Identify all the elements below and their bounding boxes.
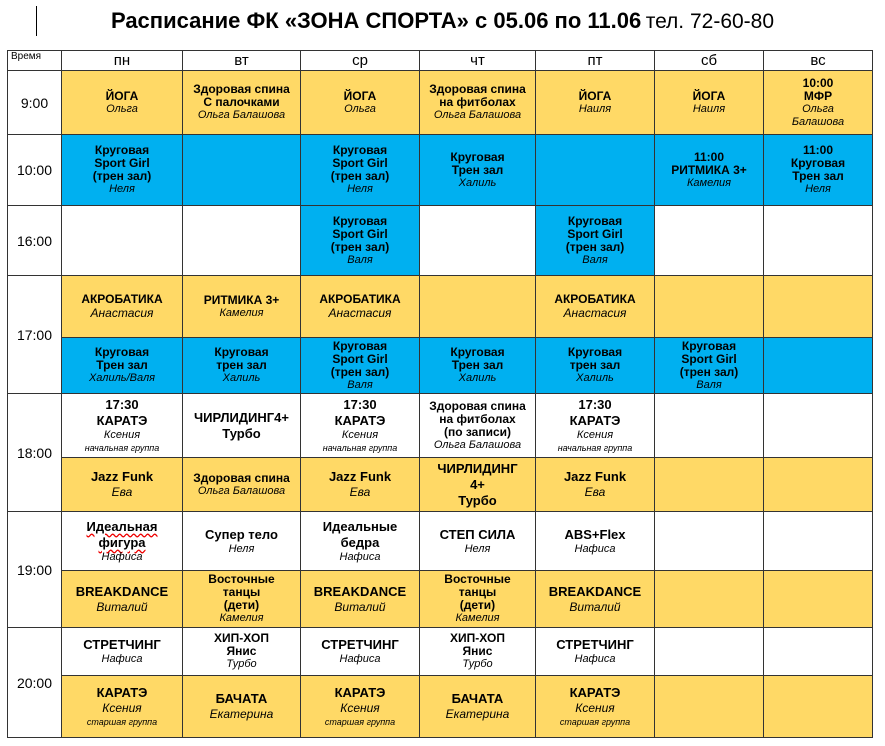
header-day-thu: чт: [420, 51, 536, 71]
instructor-name: Виталий: [96, 599, 148, 614]
class-title-line: КАРАТЭ: [96, 685, 148, 700]
instructor-name: Неля: [228, 542, 255, 555]
instructor-name: Халиль: [458, 372, 497, 384]
class-cell: [536, 276, 655, 338]
empty-cell: [764, 458, 873, 512]
class-cell: [420, 571, 536, 628]
class-cell: [301, 628, 420, 676]
instructor-name: Ксения: [575, 701, 615, 715]
class-title-line: Круговая: [567, 345, 623, 359]
title-phone: тел. 72-60-80: [645, 10, 775, 33]
class-cell: [62, 338, 183, 394]
class-title-line: 4+: [470, 476, 485, 492]
schedule-row: [8, 628, 873, 676]
class-title-line: 11:00: [693, 149, 725, 164]
class-title-line: АКРОБАТИКА: [81, 291, 163, 306]
class-cell: [536, 458, 655, 512]
empty-cell: [764, 571, 873, 628]
schedule-row: [8, 458, 873, 512]
class-title-line: (трен зал): [330, 169, 390, 183]
class-cell: [655, 338, 764, 394]
time-cell: 20:00: [8, 628, 62, 738]
class-title-line: танцы: [222, 585, 261, 599]
time-cell: 17:00: [8, 276, 62, 394]
class-title-line: СТРЕТЧИНГ: [556, 637, 634, 652]
header-day-wed: ср: [301, 51, 420, 71]
instructor-name: Турбо: [462, 658, 493, 670]
class-title-line: Супер тело: [205, 526, 278, 542]
schedule-row: [8, 338, 873, 394]
class-cell: [536, 512, 655, 571]
class-cell: [183, 571, 301, 628]
class-title-line: Круговая: [450, 345, 505, 359]
class-title-line: Здоровая спина: [193, 470, 290, 485]
class-cell: [62, 676, 183, 738]
class-title-line: (трен зал): [92, 169, 152, 183]
class-title-line: фигура: [98, 534, 146, 550]
empty-cell: [183, 206, 301, 276]
class-title-line: ЙОГА: [578, 88, 612, 103]
class-title-line: ЙОГА: [343, 88, 377, 103]
instructor-name: Ксения: [102, 701, 142, 715]
instructor-name: Нафиса: [339, 653, 381, 665]
instructor-name: Екатерина: [445, 707, 510, 721]
class-cell: [301, 512, 420, 571]
class-cell: [62, 512, 183, 571]
instructor-name: Халиль: [458, 176, 497, 189]
class-cell: [62, 628, 183, 676]
class-title-line: Круговая: [332, 213, 388, 228]
class-title-line: ХИП-ХОП: [450, 631, 505, 645]
class-title-line: BREAKDANCE: [313, 583, 407, 599]
empty-cell: [764, 206, 873, 276]
class-title-line: 11:00: [802, 143, 834, 157]
instructor-name: Нафиса: [101, 550, 143, 563]
class-title-line: КАРАТЭ: [569, 685, 621, 700]
class-title-line: ЙОГА: [692, 88, 726, 103]
class-title-line: Трен зал: [96, 358, 148, 372]
schedule-row: [8, 276, 873, 338]
instructor-name: Ольга: [344, 102, 376, 115]
class-title-line: Восточные: [444, 572, 511, 586]
class-cell: [301, 276, 420, 338]
instructor-name: Ксения: [103, 429, 141, 441]
schedule-body: [8, 71, 873, 738]
instructor-name: Наиля: [692, 102, 726, 115]
empty-cell: [764, 276, 873, 338]
class-title-line: Круговая: [214, 345, 269, 359]
class-cell: [62, 571, 183, 628]
class-cell: [183, 394, 301, 458]
instructor-name: Валя: [347, 378, 373, 391]
class-title-line: на фитболах: [439, 411, 516, 426]
class-cell: [301, 394, 420, 458]
schedule-row: [8, 135, 873, 206]
class-cell: [62, 394, 183, 458]
time-cell: 10:00: [8, 135, 62, 206]
class-title-line: Трен зал: [792, 169, 844, 183]
class-cell: [301, 135, 420, 206]
class-title-line: КАРАТЭ: [569, 413, 621, 428]
class-title-line: СТРЕТЧИНГ: [83, 637, 161, 652]
class-cell: [536, 628, 655, 676]
instructor-name: Турбо: [226, 658, 257, 670]
time-cell: 19:00: [8, 512, 62, 628]
page-title: [0, 8, 885, 34]
instructor-name: Ксения: [340, 701, 380, 715]
class-cell: [420, 394, 536, 458]
class-title-line: Круговая: [94, 143, 150, 157]
empty-cell: [655, 512, 764, 571]
class-cell: [183, 276, 301, 338]
schedule-table: [7, 50, 873, 738]
class-title-line: Турбо: [222, 425, 261, 441]
class-title-line: ХИП-ХОП: [214, 631, 269, 645]
class-title-line: СТРЕТЧИНГ: [321, 637, 399, 652]
class-cell: [536, 394, 655, 458]
class-title-line: Jazz Funk: [90, 469, 154, 484]
schedule-row: [8, 512, 873, 571]
class-title-line: (дети): [459, 598, 496, 612]
class-title-line: Jazz Funk: [563, 469, 627, 484]
class-cell: [536, 206, 655, 276]
class-cell: [655, 71, 764, 135]
instructor-name: Балашова: [791, 115, 845, 128]
group-label: старшая группа: [559, 717, 631, 727]
group-label: старшая группа: [86, 717, 158, 727]
empty-cell: [764, 676, 873, 738]
instructor-name: Валя: [347, 253, 373, 266]
instructor-name: Анастасия: [90, 305, 154, 320]
class-cell: [183, 676, 301, 738]
class-cell: [536, 71, 655, 135]
instructor-name: Камелия: [219, 612, 264, 624]
schedule-row: [8, 206, 873, 276]
class-title-line: Идеальная: [86, 518, 158, 534]
class-cell: [420, 71, 536, 135]
class-cell: [62, 276, 183, 338]
class-title-line: Трен зал: [451, 358, 504, 372]
instructor-name: Камелия: [686, 176, 732, 189]
class-title-line: СТЕП СИЛА: [439, 526, 516, 542]
instructor-name: Ольга Балашова: [433, 109, 522, 121]
empty-cell: [655, 394, 764, 458]
class-title-line: Круговая: [567, 213, 623, 228]
schedule-row: [8, 71, 873, 135]
class-title-line: Sport Girl: [332, 351, 388, 366]
empty-cell: [62, 206, 183, 276]
instructor-name: Ева: [349, 485, 371, 499]
header-day-sun: вс: [764, 51, 873, 71]
header-day-fri: пт: [536, 51, 655, 71]
class-cell: [536, 676, 655, 738]
class-title-line: ЧИРЛИДИНГ4+: [194, 409, 289, 425]
class-cell: [183, 628, 301, 676]
class-title-line: АКРОБАТИКА: [554, 291, 636, 306]
class-title-line: Круговая: [790, 156, 846, 170]
empty-cell: [764, 512, 873, 571]
empty-cell: [764, 394, 873, 458]
class-title-line: Sport Girl: [332, 156, 388, 170]
class-title-line: Турбо: [458, 492, 497, 508]
class-title-line: МФР: [803, 88, 833, 103]
class-cell: [420, 512, 536, 571]
class-title-line: (дети): [223, 598, 260, 612]
class-title-line: Янис: [462, 644, 493, 658]
instructor-name: Ева: [111, 485, 133, 499]
instructor-name: Анастасия: [328, 305, 392, 320]
class-title-line: Круговая: [94, 345, 150, 359]
instructor-name: Ольга Балашова: [197, 109, 286, 121]
class-title-line: Sport Girl: [681, 351, 737, 366]
class-cell: [62, 458, 183, 512]
group-label: старшая группа: [324, 717, 396, 727]
empty-cell: [655, 571, 764, 628]
class-title-line: BREAKDANCE: [548, 583, 642, 599]
class-cell: [301, 206, 420, 276]
class-title-line: РИТМИКА 3+: [671, 162, 747, 177]
instructor-name: Неля: [347, 183, 373, 195]
class-cell: [420, 458, 536, 512]
class-title-line: Здоровая спина: [429, 398, 526, 413]
class-title-line: Трен зал: [451, 162, 504, 177]
class-cell: [301, 676, 420, 738]
class-title-line: КАРАТЭ: [334, 413, 386, 428]
instructor-name: Ольга: [106, 102, 138, 115]
instructor-name: Халиль: [222, 372, 261, 384]
instructor-name: Нафиса: [101, 653, 143, 665]
empty-cell: [183, 135, 301, 206]
class-cell: [301, 571, 420, 628]
title-main: Расписание ФК «ЗОНА СПОРТА» с 05.06 по 11.06: [110, 8, 642, 33]
empty-cell: [655, 206, 764, 276]
instructor-name: Неля: [464, 542, 491, 555]
schedule-row: [8, 394, 873, 458]
class-cell: [183, 338, 301, 394]
header-day-sat: сб: [655, 51, 764, 71]
class-title-line: РИТМИКА 3+: [203, 292, 280, 307]
class-cell: [420, 338, 536, 394]
class-title-line: (трен зал): [330, 364, 390, 379]
instructor-name: Камелия: [455, 612, 500, 624]
class-title-line: BREAKDANCE: [75, 583, 169, 599]
class-cell: [183, 71, 301, 135]
empty-cell: [764, 338, 873, 394]
empty-cell: [655, 276, 764, 338]
instructor-name: Ксения: [341, 429, 379, 441]
class-title-line: ЧИРЛИДИНГ: [437, 460, 518, 476]
class-title-line: бедра: [340, 534, 380, 550]
class-title-line: 17:30: [343, 397, 377, 412]
header-row: [8, 51, 873, 71]
class-title-line: БАЧАТА: [215, 691, 268, 706]
instructor-name: Нафиса: [339, 550, 381, 563]
class-cell: [536, 571, 655, 628]
time-cell: 9:00: [8, 71, 62, 135]
class-cell: [420, 135, 536, 206]
class-title-line: (трен зал): [679, 364, 739, 379]
class-title-line: КАРАТЭ: [96, 413, 148, 428]
header-day-mon: пн: [62, 51, 183, 71]
class-title-line: 17:30: [105, 397, 139, 412]
class-title-line: Jazz Funk: [328, 469, 392, 484]
instructor-name: Ольга Балашова: [433, 438, 522, 451]
class-title-line: на фитболах: [439, 95, 516, 109]
group-label: начальная группа: [322, 443, 398, 453]
time-cell: 18:00: [8, 394, 62, 512]
class-cell: [420, 676, 536, 738]
instructor-name: Халиль: [576, 372, 614, 384]
class-title-line: Sport Girl: [94, 156, 150, 170]
instructor-name: Неля: [109, 183, 135, 195]
class-title-line: ABS+Flex: [564, 526, 626, 542]
class-title-line: БАЧАТА: [451, 691, 504, 706]
instructor-name: Камелия: [219, 306, 264, 319]
class-title-line: Идеальные: [322, 518, 398, 534]
class-title-line: Круговая: [332, 143, 388, 157]
schedule-row: [8, 571, 873, 628]
class-cell: [183, 458, 301, 512]
class-cell: [420, 628, 536, 676]
class-title-line: С палочками: [203, 95, 280, 109]
class-title-line: трен зал: [569, 358, 621, 372]
group-label: начальная группа: [84, 443, 160, 453]
instructor-name: Ольга Балашова: [197, 484, 286, 497]
empty-cell: [536, 135, 655, 206]
instructor-name: Валя: [696, 378, 722, 391]
class-cell: [301, 71, 420, 135]
class-title-line: 10:00: [802, 75, 834, 90]
instructor-name: Нафиса: [574, 542, 616, 555]
class-cell: [301, 338, 420, 394]
instructor-name: Анастасия: [563, 305, 627, 320]
class-title-line: (трен зал): [565, 239, 625, 254]
time-cell: 16:00: [8, 206, 62, 276]
instructor-name: Ольга: [802, 102, 834, 115]
class-cell: [301, 458, 420, 512]
instructor-name: Халиль/Валя: [88, 372, 156, 384]
instructor-name: Нафиса: [574, 653, 616, 665]
header-time: Время: [8, 51, 62, 71]
empty-cell: [420, 206, 536, 276]
class-title-line: КАРАТЭ: [334, 685, 386, 700]
empty-cell: [655, 458, 764, 512]
empty-cell: [764, 628, 873, 676]
instructor-name: Екатерина: [209, 707, 274, 721]
instructor-name: Неля: [805, 183, 831, 195]
instructor-name: Ксения: [576, 429, 614, 441]
class-cell: [764, 71, 873, 135]
instructor-name: Валя: [582, 253, 608, 266]
empty-cell: [420, 276, 536, 338]
class-title-line: (по записи): [443, 424, 512, 439]
instructor-name: Наиля: [578, 102, 612, 115]
class-title-line: трен зал: [216, 358, 267, 372]
group-label: начальная группа: [557, 443, 633, 453]
instructor-name: Ева: [584, 485, 606, 499]
class-title-line: 17:30: [578, 397, 612, 412]
empty-cell: [655, 676, 764, 738]
class-title-line: Здоровая спина: [193, 82, 290, 96]
class-title-line: ЙОГА: [105, 88, 139, 103]
class-cell: [62, 71, 183, 135]
class-title-line: Восточные: [208, 572, 275, 586]
class-title-line: Янис: [226, 644, 257, 658]
class-title-line: Sport Girl: [567, 226, 623, 241]
instructor-name: Виталий: [569, 599, 621, 614]
class-title-line: Круговая: [681, 338, 737, 353]
class-title-line: (трен зал): [330, 239, 390, 254]
empty-cell: [655, 628, 764, 676]
class-cell: [183, 512, 301, 571]
class-title-line: Здоровая спина: [429, 82, 526, 96]
class-title-line: Круговая: [450, 149, 505, 164]
class-title-line: танцы: [458, 585, 497, 599]
class-cell: [62, 135, 183, 206]
header-day-tue: вт: [183, 51, 301, 71]
class-title-line: АКРОБАТИКА: [319, 291, 401, 306]
class-cell: [536, 338, 655, 394]
schedule-row: [8, 676, 873, 738]
class-title-line: Sport Girl: [332, 226, 388, 241]
class-title-line: Круговая: [332, 338, 388, 353]
class-cell: [655, 135, 764, 206]
class-cell: [764, 135, 873, 206]
instructor-name: Виталий: [334, 599, 386, 614]
